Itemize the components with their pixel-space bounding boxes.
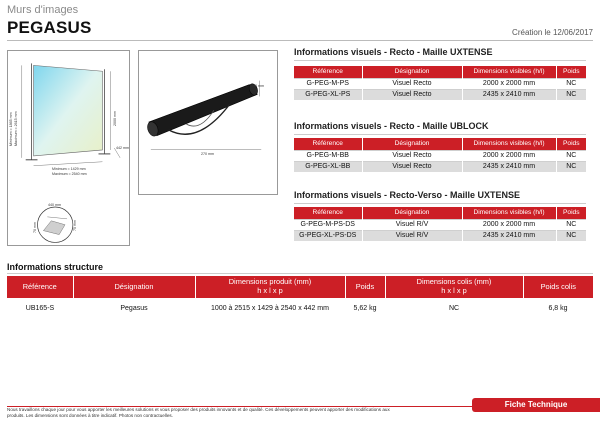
cell-dimensions: 2000 x 2000 mm xyxy=(462,219,556,230)
creation-date: Création le 12/06/2017 xyxy=(512,28,593,37)
cell-dimensions: 2435 x 2410 mm xyxy=(462,161,556,172)
structure-header-row xyxy=(7,276,593,298)
cell-weight: NC xyxy=(556,89,586,100)
cell-weight: NC xyxy=(556,150,586,161)
col-designation: Désignation xyxy=(362,138,462,150)
table-recto-ublock xyxy=(294,138,586,172)
cell-reference: G-PEG-XL-PS-DS xyxy=(294,230,362,241)
col-weight: Poids xyxy=(556,66,586,78)
cell-weight: NC xyxy=(556,78,586,89)
col-reference: Référence xyxy=(294,138,362,150)
col-weight: Poids xyxy=(345,276,385,298)
structure-table xyxy=(7,276,593,318)
structure-drawing xyxy=(7,50,130,246)
footer-disclaimer xyxy=(7,407,457,419)
col-reference: Référence xyxy=(294,207,362,219)
fiche-technique-badge: Fiche Technique xyxy=(472,398,600,412)
min-height-label: Minimum = 1865 mm xyxy=(9,112,13,146)
cell-reference: G-PEG-M-PS-DS xyxy=(294,219,362,230)
section-title-recto-ublock: Informations visuels - Recto - Maille UBLOCK xyxy=(294,121,489,131)
col-reference: Référence xyxy=(7,276,73,298)
table-row xyxy=(294,219,586,230)
carry-bag-drawing xyxy=(138,50,278,195)
table-header-row xyxy=(294,138,586,150)
section-divider xyxy=(294,134,586,135)
cell-designation: Visuel Recto xyxy=(362,89,462,100)
table-row xyxy=(294,150,586,161)
base-width-label: 440 mm xyxy=(48,203,61,207)
table-header-row xyxy=(294,207,586,219)
cell-dimensions: 2000 x 2000 mm xyxy=(462,78,556,89)
cell-weight: NC xyxy=(556,219,586,230)
col-weight: Poids xyxy=(556,207,586,219)
cell-designation: Visuel Recto xyxy=(362,150,462,161)
page-header xyxy=(7,4,593,40)
col-package-dimensions-title: Dimensions colis (mm) xyxy=(416,277,492,287)
cell-weight: NC xyxy=(556,230,586,241)
cell-reference: UB165-S xyxy=(25,304,55,312)
table-row xyxy=(294,89,586,100)
col-product-dimensions xyxy=(195,276,345,298)
section-title-recto-verso-uxtense: Informations visuels - Recto-Verso - Maille UXTENSE xyxy=(294,190,521,200)
table-row xyxy=(294,78,586,89)
category-kicker: Murs d'images xyxy=(7,4,79,16)
col-package-dimensions xyxy=(385,276,523,298)
col-designation: Désignation xyxy=(73,276,195,298)
cell-designation: Visuel Recto xyxy=(362,161,462,172)
cell-reference: G-PEG-M-BB xyxy=(294,150,362,161)
table-header-row xyxy=(294,66,586,78)
table-row xyxy=(294,230,586,241)
cell-weight: NC xyxy=(556,161,586,172)
col-product-dimensions-unit: h x l x p xyxy=(257,286,283,295)
cell-reference: G-PEG-XL-PS xyxy=(294,89,362,100)
table-recto-uxtense xyxy=(294,66,586,100)
structure-drawing-svg xyxy=(8,51,129,245)
max-width-label: Maximum = 2540 mm xyxy=(52,172,87,176)
page-title: PEGASUS xyxy=(7,18,92,37)
cell-designation: Visuel R/V xyxy=(362,219,462,230)
cell-designation: Visuel R/V xyxy=(362,230,462,241)
bag-length-label: 270 mm xyxy=(201,152,214,156)
section-title-recto-uxtense: Informations visuels - Recto - Maille UXTENSE xyxy=(294,47,493,57)
section-divider xyxy=(294,60,586,61)
cell-dimensions: 2435 x 2410 mm xyxy=(462,89,556,100)
panel-height-label: 2000 mm xyxy=(113,111,117,126)
structure-section-title: Informations structure xyxy=(7,262,104,272)
foot-left-label: 70 mm xyxy=(33,222,37,233)
cell-package-weight: 6,8 kg xyxy=(548,304,568,312)
col-designation: Désignation xyxy=(362,66,462,78)
col-package-weight: Poids colis xyxy=(523,276,593,298)
structure-divider xyxy=(7,273,593,274)
cell-dimensions: 2435 x 2410 mm xyxy=(462,230,556,241)
section-divider xyxy=(294,203,586,204)
cell-weight: 5,62 kg xyxy=(353,304,377,312)
header-divider xyxy=(7,40,593,41)
footer-disclaimer-line2: produits. Les dimensions sont données à titre indicatif. Photos non contractuelles. xyxy=(7,413,173,419)
col-weight: Poids xyxy=(556,138,586,150)
table-row xyxy=(294,161,586,172)
max-height-label: Maximum = 2615 mm xyxy=(14,111,18,146)
table-recto-verso-uxtense xyxy=(294,207,586,241)
col-dimensions: Dimensions visibles (h/l) xyxy=(462,207,556,219)
cell-reference: G-PEG-XL-BB xyxy=(294,161,362,172)
bag-height-label: 150 mm xyxy=(251,84,264,88)
cell-product-dimensions: 1000 à 2515 x 1429 à 2540 x 442 mm xyxy=(211,304,329,312)
cell-designation: Pegasus xyxy=(120,304,148,312)
col-dimensions: Dimensions visibles (h/l) xyxy=(462,138,556,150)
cell-package-dimensions: NC xyxy=(448,304,460,312)
cell-designation: Visuel Recto xyxy=(362,78,462,89)
min-width-label: Minimum = 1429 mm xyxy=(52,167,86,171)
cell-dimensions: 2000 x 2000 mm xyxy=(462,150,556,161)
depth-label: 442 mm xyxy=(116,146,129,150)
foot-right-label: 75 mm xyxy=(73,220,77,231)
col-dimensions: Dimensions visibles (h/l) xyxy=(462,66,556,78)
col-designation: Désignation xyxy=(362,207,462,219)
carry-bag-svg xyxy=(139,51,277,194)
table-row xyxy=(7,298,593,318)
cell-reference: G-PEG-M-PS xyxy=(294,78,362,89)
col-product-dimensions-title: Dimensions produit (mm) xyxy=(228,277,312,287)
col-reference: Référence xyxy=(294,66,362,78)
footer-disclaimer-line1: Nous travaillons chaque jour pour vous apporter les meilleures solutions et vous proposer des produits innovants et de qualité. Ces développements peuvent apporter des modifications aux xyxy=(7,407,390,412)
col-package-dimensions-unit: h x l x p xyxy=(441,286,467,295)
